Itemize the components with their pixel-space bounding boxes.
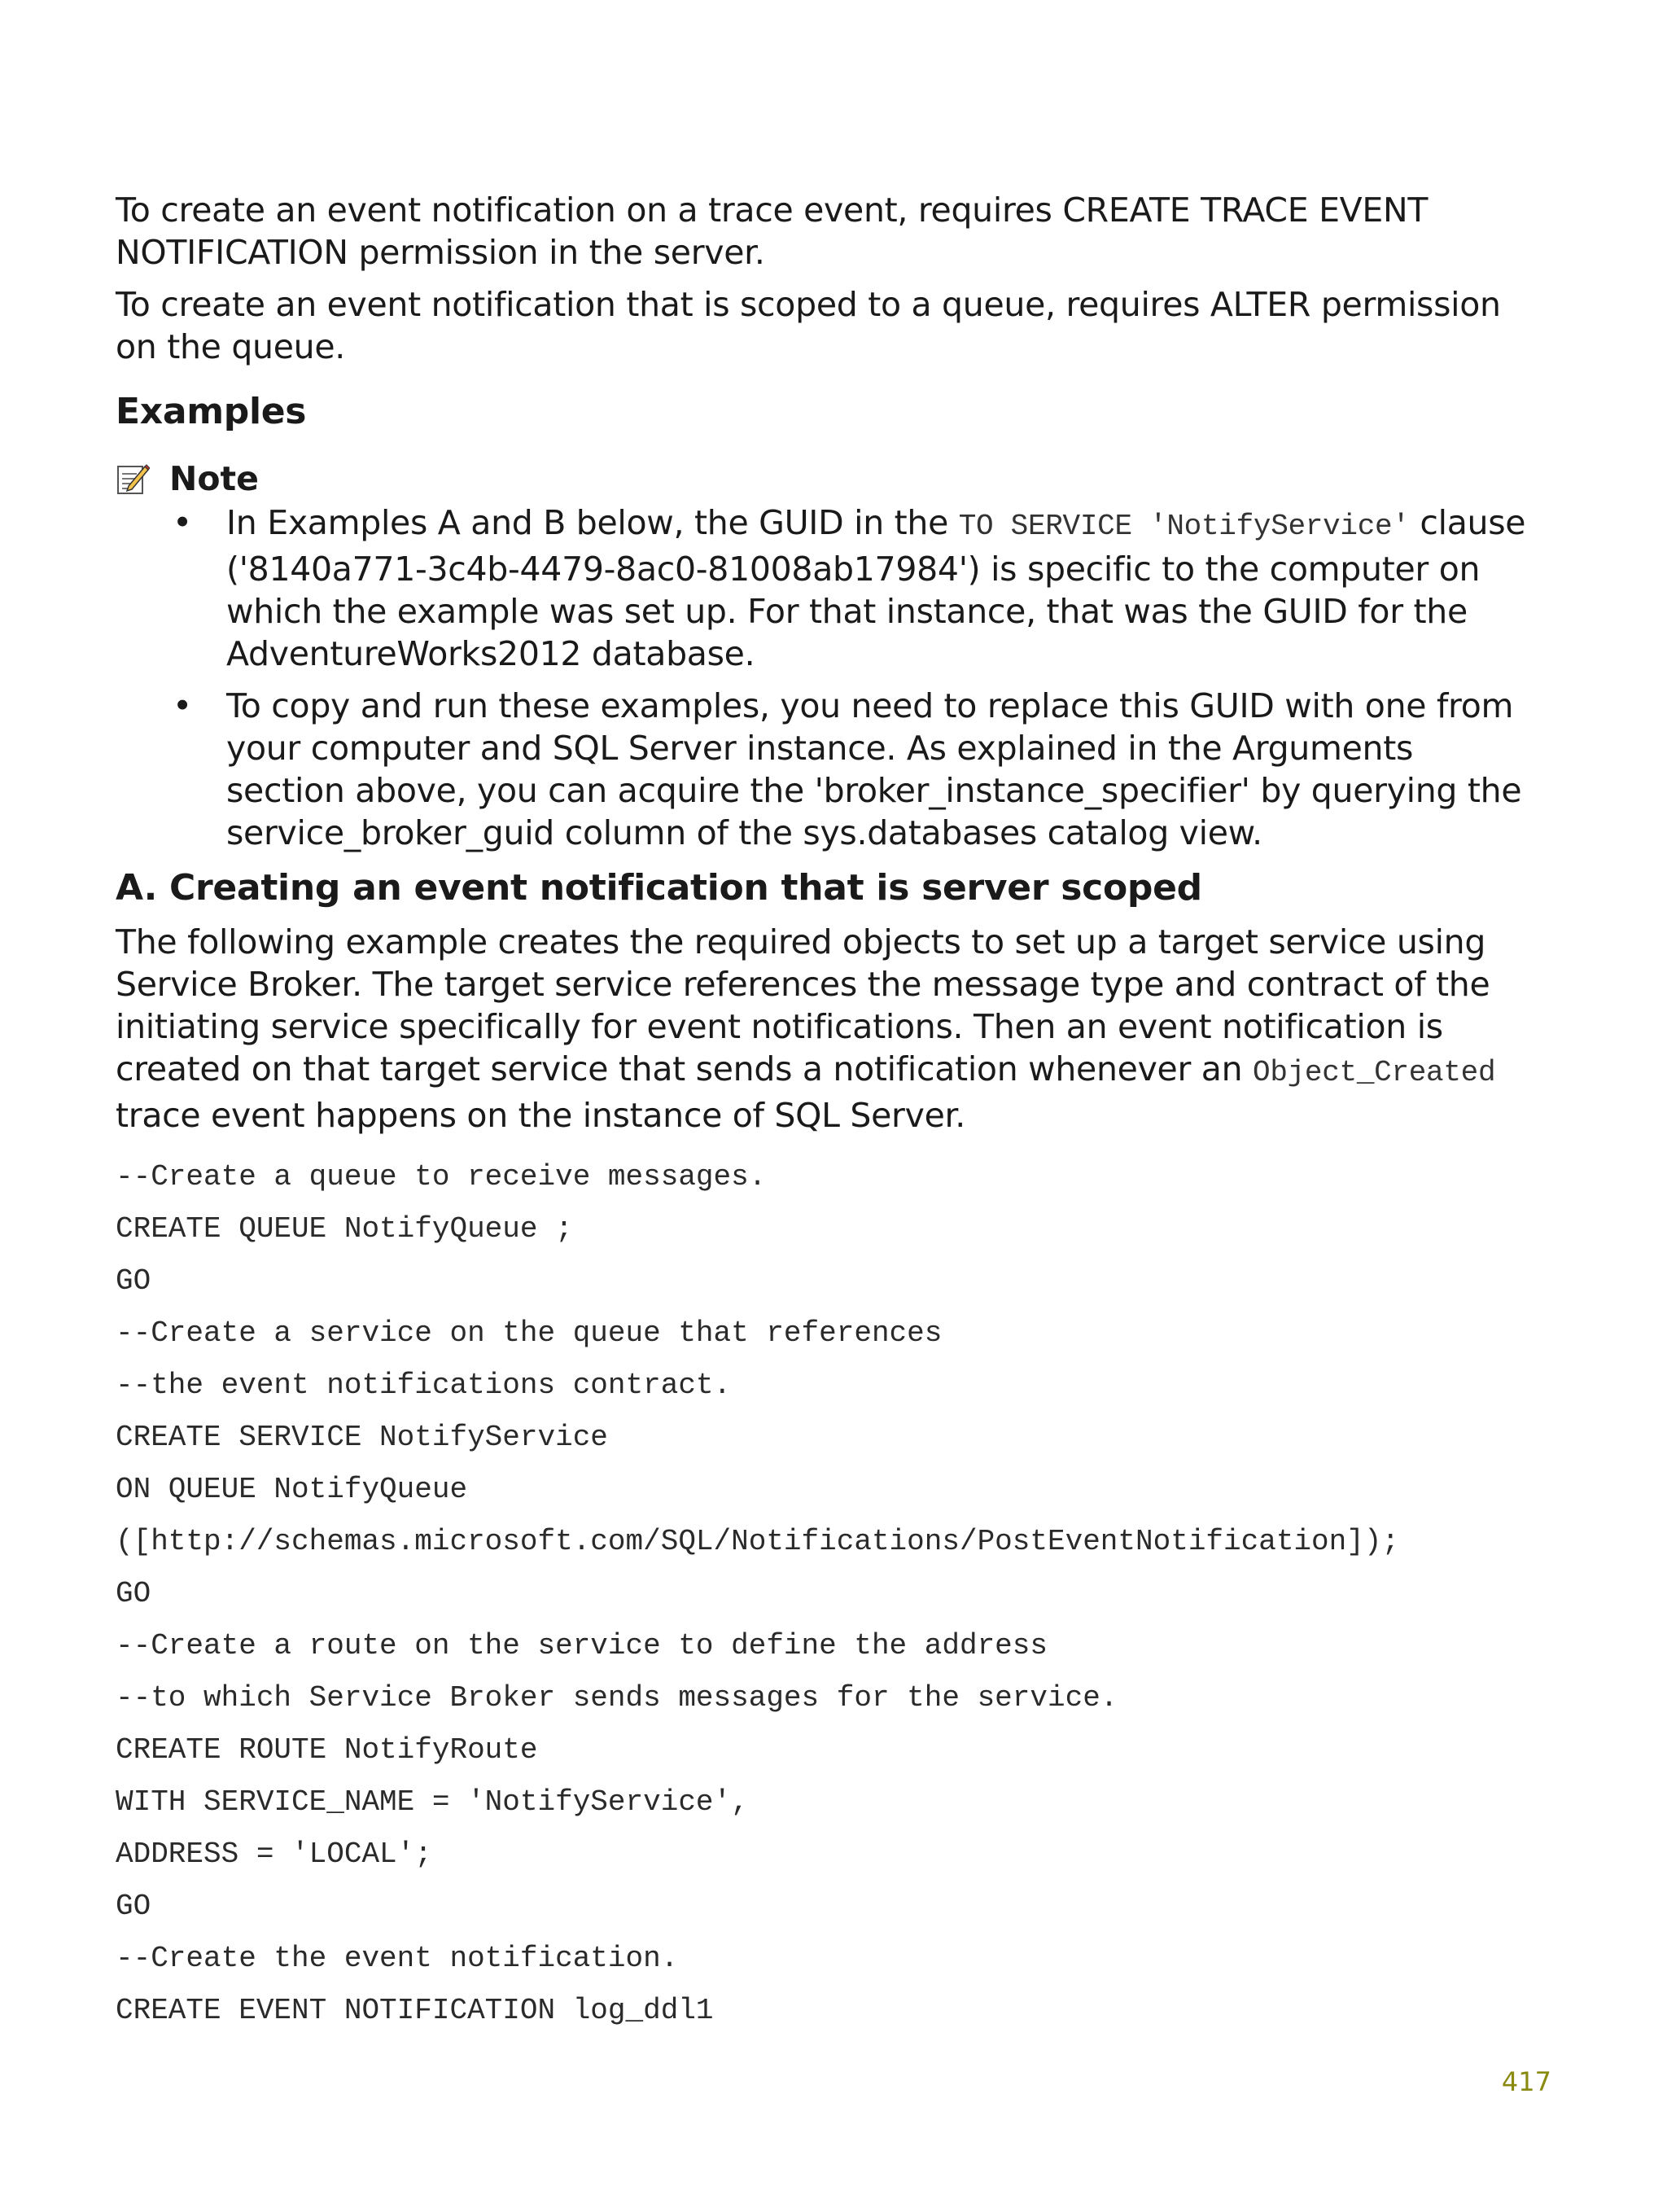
code-line: --the event notifications contract.	[116, 1369, 732, 1402]
code-line: GO	[116, 1264, 151, 1298]
code-line: ADDRESS = 'LOCAL';	[116, 1837, 432, 1871]
paragraph-queue-permission: To create an event notification that is scoped to a queue, requires ALTER permission on the queue.	[116, 285, 1501, 366]
code-line: CREATE EVENT NOTIFICATION log_ddl1	[116, 1994, 714, 2027]
code-block	[116, 1151, 1540, 2037]
example-a-description	[116, 921, 1540, 1137]
note-list	[116, 502, 1540, 854]
bullet-icon: •	[173, 686, 192, 725]
code-line: WITH SERVICE_NAME = 'NotifyService',	[116, 1785, 749, 1819]
code-line: CREATE QUEUE NotifyQueue ;	[116, 1212, 573, 1246]
code-line: --Create a route on the service to define the address	[116, 1629, 1048, 1662]
note-pencil-icon	[116, 462, 150, 496]
note-header	[116, 456, 1540, 502]
code-line: ([http://schemas.microsoft.com/SQL/Notifications/PostEventNotification]);	[116, 1525, 1400, 1558]
code-line: GO	[116, 1890, 151, 1923]
note-item-guid-before: In Examples A and B below, the GUID in the	[226, 503, 959, 542]
example-a-desc-code: Object_Created	[1253, 1056, 1496, 1089]
bullet-icon: •	[173, 503, 192, 542]
code-line: CREATE ROUTE NotifyRoute	[116, 1733, 538, 1767]
page-content	[116, 189, 1540, 2037]
page-number: 417	[1501, 2066, 1551, 2097]
example-a-desc-before: The following example creates the required objects to set up a target service using Service Broker. The target service references the message type and contract of the initiating service specifically for event notifications. Then an event notification is created on that target service that sends a notification whenever an	[116, 922, 1490, 1088]
examples-heading: Examples	[116, 391, 307, 432]
code-line: --Create the event notification.	[116, 1942, 679, 1975]
note-item-guid	[116, 502, 1540, 675]
example-a-desc-after: trace event happens on the instance of SQL Server.	[116, 1096, 966, 1135]
note-label: Note	[169, 459, 259, 498]
note-item-copy-text: To copy and run these examples, you need to replace this GUID with one from your computer and SQL Server instance. As explained in the Arguments section above, you can acquire the 'broker_instance_specifier' by querying the service_broker_guid column of the sys.databases catalog view.	[226, 686, 1522, 852]
example-a-heading: A. Creating an event notification that is server scoped	[116, 867, 1202, 909]
code-line: --to which Service Broker sends messages for the service.	[116, 1681, 1118, 1715]
note-item-guid-code: TO SERVICE 'NotifyService'	[958, 510, 1410, 543]
code-line: --Create a queue to receive messages.	[116, 1160, 767, 1194]
note-item-guid-after: clause ('8140a771-3c4b-4479-8ac0-81008ab17984') is specific to the computer on which the example was set up. For that instance, that was the GUID for the AdventureWorks2012 database.	[226, 503, 1526, 673]
note-box	[116, 456, 1540, 854]
code-line: --Create a service on the queue that references	[116, 1316, 943, 1350]
note-item-copy	[116, 685, 1540, 854]
code-line: CREATE SERVICE NotifyService	[116, 1421, 608, 1454]
code-line: GO	[116, 1577, 151, 1610]
paragraph-trace-permission: To create an event notification on a trace event, requires CREATE TRACE EVENT NOTIFICATION permission in the server.	[116, 191, 1429, 272]
code-line: ON QUEUE NotifyQueue	[116, 1473, 468, 1506]
